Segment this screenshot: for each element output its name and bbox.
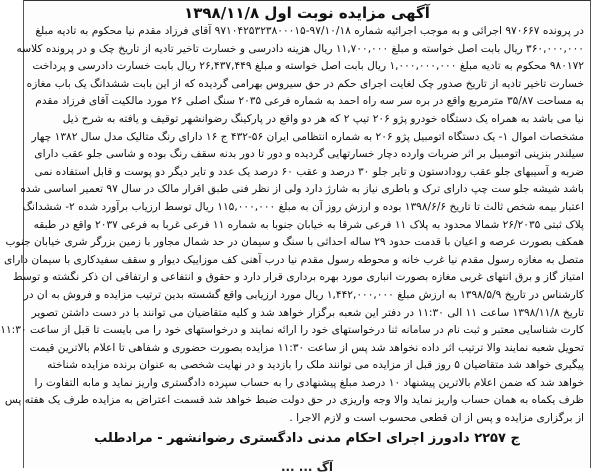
notice-body-line: کارت شناسایی معتبر و ثبت نام در سامانه ثنا درخواستهای خود را ارائه نمایند و درخواستهای خود را می بایست تا قبل از ساعت ۱۱:۳۰: [0, 324, 584, 337]
notice-title: آگهی مزایده نوبت اول ۱۳۹۸/۱۱/۸: [184, 4, 430, 22]
notice-body-line: نیا می باشد به همراه یک دستگاه خودرو پژو ۲۰۶ تیپ ۲ که هر دو واقع در پارکینگ رضوانشهر توقیف و یافته به شرح ذیل: [62, 112, 584, 125]
notice-body-line: همکف بصورت عرصه و اعیان با قدمت حدود ۲۹ ساله احداثی با سنگ و سیمان در حد شمال مجاور با زمین بزرگر شری خیابان جنوب: [5, 236, 584, 249]
notice-footer-signature: ج ۲۲۵۷ دادورز اجرای احکام مدنی دادگستری رضوانشهر - مرادطلب: [94, 431, 520, 446]
notice-body-line: ظرف یکماه به همان حساب واریز نماید والا وجه واریزی در حق دولت ضبط خواهد شد قسمت اعتراض به مزایده طرف یک هفته پس: [4, 394, 584, 407]
notice-body: [0, 23, 584, 428]
notice-body-line: سیلندر بنزینی اتومبیل بر اثر ضربات وارده دچار خسارتهایی گردیده و دور تا دور بدنه سقف رنگ بوده و شاسی جلو عقب دارای: [34, 148, 584, 161]
notice-body-line: خواهد شد که ضمن اعلام بالاترین پیشنهاد ۱۰ درصد مبلغ پیشنهادی را به حساب سپرده دادگستری واریز نماید و مابه التفاوت را: [34, 376, 584, 389]
notice-body-line: ۹۸۰۱۷۲ محکوم به تادیه مبلغ ۱,۰۰۰,۰۰۰,۰۰۰ ریال بابت اصل خواسته و مبلغ ۲۶,۴۳۷,۴۴۹ ریال بابت خسارت دادرسی و پرداخت: [32, 60, 584, 73]
notice-body-line: پیگیری خواهد شد متقاضیان ۵ روز قبل از مزایده می توانند ملک را بازدید و در نهایت شخصی به عنوان برنده مزایده شناخته: [47, 359, 584, 372]
notice-body-line: کارشناس در تاریخ ۱۳۹۸/۵/۹ به ارزش مبلغ ۱,۴۴۲,۰۰۰,۰۰۰ ریال مورد ارزیابی واقع گشسته بدین ترتیب مزایده و فروش به ان در: [23, 288, 584, 301]
notice-body-line: تحویل شعبه نمایند والا ترتیب اثر داده نخواهد شد پس از ساعت ۱۱:۳۰ مزایده بصورت حضوری و شفاهی تا اعلام بالاترین قیمت: [29, 341, 584, 354]
notice-body-line: مشخصات اموال ۱- یک دستگاه اتومبیل پژو ۲۰۶ به شماره انتظامی ایران ۵۶-۴۳۲ ج ۱۶ دارای رنگ متالیک مدل سال ۱۳۸۲ چهار: [31, 130, 584, 143]
notice-body-line: متصل به مغازه رسول مقدم نیا غرب خانه و محوطه رسول مقدم نیا درب آهنی کف موزاییک دیوار و سقف سفیدکاری با سیمان دارای: [4, 253, 584, 266]
notice-body-line: در پرونده ۹۷۰۶۶۷ اجرائی و به موجب اجرائیه شماره ۹۷/۱۰/۱۸-۹۷۱۰۴۲۵۳۲۳۸۰۰۰۱۵ آقای فرزاد مقدم نیا محکوم به تادیه مبلغ: [35, 25, 584, 37]
notice-body-line: خسارت تاخیر تادیه از تاریخ صدور چک لغایت اجرای حکم در حق سیروس بهرامی گردیده که از این بابت ششدانگ یک باب مغازه: [26, 77, 584, 90]
next-notice-title-cut: آگ ... ...: [280, 460, 334, 474]
notice-body-line: به مساحت ۳۵/۸۷ مترمربع واقع در بره سر سه راه احمد به شماره فرعی ۲۰۳۵ سنگ اصلی ۲۶ مورد مالکیت آقای فرزاد مقدم: [35, 95, 584, 108]
notice-body-line: ضربه و آسیبهای جلو عقب رودادستون و تایر جلو ۳۰ درصد و عقب ۶۰ درصد یک عدد و تایر دیگر دو پوست و قابل استفاده نمی: [34, 165, 584, 178]
notice-body-line: اعتبار بیمه شخص ثالث تا تاریخ ۱۳۹۸/۶/۶ بوده و ارزش روز آن به مبلغ ۱۱۵,۰۰۰,۰۰۰ ریال توسط ارزیاب برآورد شده ۲- ششدانگ: [22, 200, 584, 213]
notice-body-line: از برگزاری مزایده و پس از ان قطعی محسوب است و لازم الاجرا .: [289, 412, 584, 425]
notice-body-line: ۳۶۰,۰۰۰,۰۰۰ ریال بابت اصل خواسته و مبلغ ۱۱,۷۰۰,۰۰۰ ریال هزینه دادرسی و خسارت تاخیر تادیه از تاریخ چک و در پرونده کلاسه: [16, 42, 584, 55]
notice-body-line: پلاک ثبتی ۲۶/۲۰۳۵ شمالا محدود به پلاک ۱۱ فرعی شرقا به خیابان جنوبا به شماره ۱۱ فرعی غربا به فرعی ۲۰۳۷ واقع در طبقه: [33, 218, 584, 231]
notice-body-line: امتیاز گاز و برق انتهای غربی مغازه بصورت انباری مورد بهره برداری قرار دارد و حقوق و انتفاعی و ارتفاقی ان ذکر نگشته و توسط: [12, 271, 584, 284]
notice-body-line: تاریخ ۱۳۹۸/۱۱/۸ ساعت ۱۱ الی ۱۱:۳۰ در دفتر این شعبه برگزار خواهد شد و کلیه متقاضیان می توانند با در دست داشتن تصویر: [31, 306, 584, 319]
notice-body-line: باشد شیشه جلو ست چپ دارای ترک و باطری نیاز به شارژ دارد ولی از نظر فنی طبق اقرار مالک در سال ۹۷ تعمیر اساسی شده: [20, 183, 584, 196]
